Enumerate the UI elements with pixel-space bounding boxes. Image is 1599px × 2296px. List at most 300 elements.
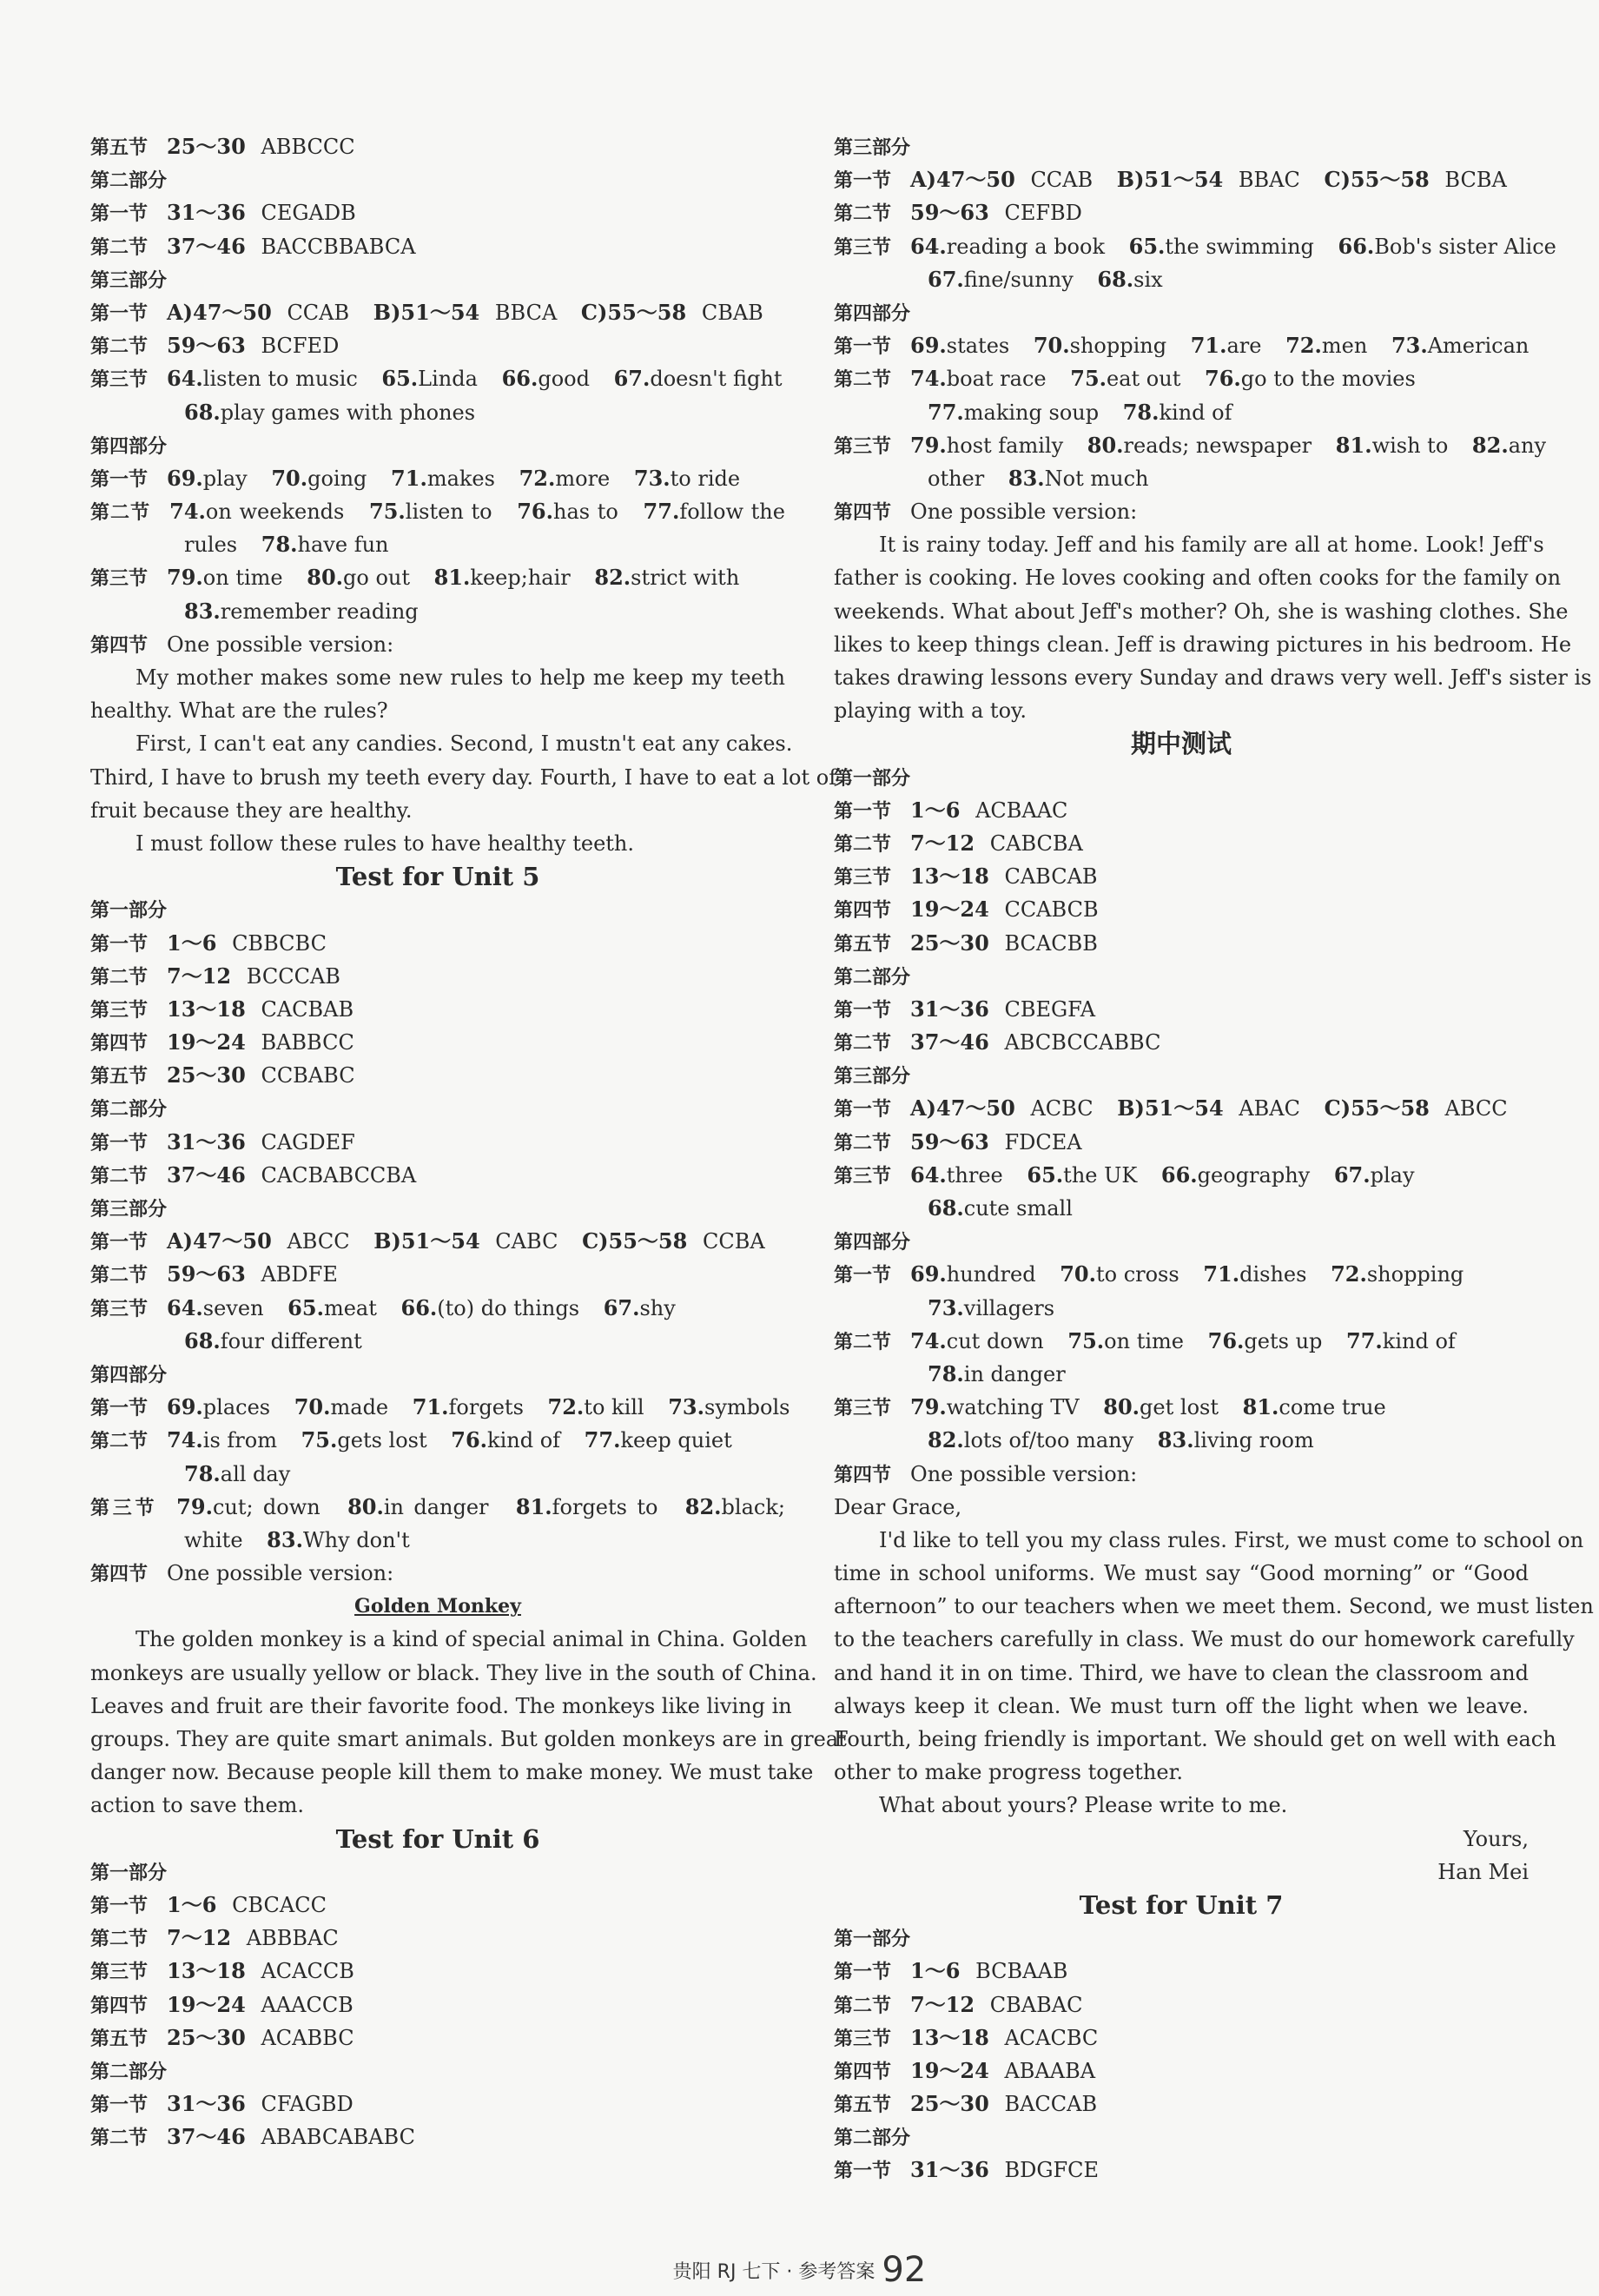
question-number: 13～18 (910, 863, 989, 890)
answer-text: living room (1193, 1428, 1314, 1453)
answer-text: men (1321, 334, 1368, 359)
part-label: 第一部分 (90, 900, 168, 923)
answer-text: to cross (1095, 1262, 1179, 1287)
question-number: 68. (1097, 266, 1134, 292)
answer-row (90, 960, 785, 993)
part-label: 第一部分 (834, 1929, 911, 1951)
part-label: 第二部分 (834, 2127, 911, 2150)
question-number: 73. (928, 1294, 964, 1320)
answer-row (90, 1889, 785, 1922)
question-number: 1～6 (167, 930, 217, 956)
answer-text: rules (184, 533, 238, 558)
answer-text: BACCBBABCA (261, 234, 416, 259)
answer-text: ACACBC (1004, 2025, 1099, 2050)
section-header (90, 1092, 785, 1125)
paragraph-line: What about yours? Please write to me. (879, 1793, 1288, 1818)
answer-row-continuation (90, 528, 785, 561)
part-label: 第四部分 (834, 1232, 911, 1254)
paragraph-line: and hand it in on time. Third, we have to clean the classroom and (834, 1660, 1529, 1685)
answer-text: CBBCBC (232, 930, 327, 956)
question-number: B)51～54 (1117, 1095, 1224, 1122)
section-label: 第三节 (834, 867, 892, 890)
answer-row (90, 1391, 790, 1424)
paragraph-line: danger now. Because people kill them to make money. We must take (90, 1760, 814, 1785)
answer-text: BCACBB (1004, 930, 1098, 956)
question-number: C)55～58 (582, 1228, 688, 1254)
answer-row (90, 1557, 785, 1590)
answer-row (90, 362, 785, 395)
question-number: 79. (910, 432, 947, 458)
answer-row (834, 429, 1547, 462)
answer-row (90, 2021, 785, 2054)
section-label: 第二节 (90, 502, 151, 525)
answer-row (834, 2054, 1529, 2088)
section-label: 第一节 (90, 1895, 149, 1917)
section-label: 第二节 (90, 1265, 149, 1287)
question-number: 72. (519, 465, 556, 491)
question-number: 69. (167, 465, 203, 491)
answer-text: wish to (1371, 433, 1449, 458)
section-label: 第一节 (90, 2094, 149, 2117)
answer-text: American (1427, 334, 1530, 359)
answer-text: going (307, 466, 367, 491)
question-number: 77. (643, 499, 680, 525)
answer-text: the UK (1063, 1162, 1138, 1188)
section-label: 第一节 (90, 468, 149, 491)
paragraph-line: time in school uniforms. We must say “Good morning” or “Good (834, 1561, 1529, 1586)
question-number: 70. (1060, 1261, 1096, 1287)
question-number: 19～24 (167, 1991, 246, 2017)
question-number: 72. (1331, 1261, 1367, 1287)
question-number: 31～36 (910, 996, 989, 1022)
question-number: 79. (167, 565, 203, 591)
paragraph-line: takes drawing lessons every Sunday and draws very well. Jeff's sister is (834, 665, 1592, 690)
section-label: 第一节 (90, 1232, 149, 1254)
section-header (90, 429, 785, 462)
answer-text: ABAABA (1004, 2058, 1096, 2083)
answer-text: One possible version: (167, 632, 394, 657)
answer-text: states (946, 334, 1010, 359)
section-header (834, 296, 1529, 329)
question-number: 65. (1027, 1161, 1064, 1188)
answer-text: geography (1197, 1162, 1311, 1188)
answer-text: on weekends (205, 500, 345, 525)
answer-row (90, 1059, 785, 1092)
answer-text: places (202, 1395, 271, 1420)
paragraph-line: The golden monkey is a kind of special animal in China. Golden (135, 1627, 808, 1652)
answer-row (834, 1325, 1529, 1358)
question-number: 69. (910, 1261, 947, 1287)
answer-text: (to) do things (437, 1295, 580, 1320)
answer-text: remember reading (220, 599, 419, 624)
section-header (834, 130, 1529, 163)
question-number: 77. (928, 399, 964, 425)
answer-text: BCCCAB (246, 963, 340, 989)
answer-text: symbols (704, 1395, 790, 1420)
answer-row (834, 927, 1529, 960)
section-label: 第三节 (834, 1398, 892, 1420)
question-number: 72. (1285, 333, 1322, 359)
answer-text: watching TV (946, 1395, 1080, 1420)
question-number: 76. (517, 499, 553, 525)
question-number: 75. (1070, 366, 1107, 392)
question-number: C)55～58 (1324, 1095, 1430, 1122)
answer-text: shopping (1366, 1262, 1464, 1287)
answer-row (90, 628, 785, 661)
part-label: 第四部分 (90, 1364, 168, 1386)
section-label: 第四节 (90, 1033, 149, 1055)
answer-row (90, 130, 785, 163)
section-label: 第二节 (90, 1431, 149, 1453)
answer-text: black; (721, 1494, 785, 1519)
answer-text: come true (1279, 1395, 1386, 1420)
left-column (90, 130, 847, 2154)
answer-text: to ride (670, 466, 741, 491)
answer-row (834, 1126, 1529, 1159)
answer-row (90, 993, 785, 1026)
answer-text: listen to music (202, 367, 358, 392)
answer-text: strict with (631, 566, 740, 591)
question-number: 66. (501, 366, 539, 392)
answer-text: play (1370, 1162, 1415, 1188)
section-header (834, 2121, 1529, 2154)
question-number: 7～12 (910, 1991, 975, 2017)
essay-title: Golden Monkey (354, 1595, 521, 1618)
section-label: 第四节 (834, 900, 892, 923)
answer-row (834, 329, 1529, 362)
question-number: 64. (167, 366, 203, 392)
answer-text: gets lost (337, 1428, 427, 1453)
section-label: 第一节 (834, 336, 892, 359)
page-number: 92 (882, 2250, 927, 2290)
question-number: 74. (910, 1327, 947, 1353)
answer-text: is from (202, 1428, 277, 1453)
paragraph-line: action to save them. (90, 1793, 305, 1818)
question-number: 59～63 (167, 333, 246, 359)
question-number: 74. (167, 1427, 203, 1453)
answer-text: CABCBA (989, 830, 1083, 856)
section-label: 第一节 (90, 933, 149, 956)
answer-row (90, 927, 785, 960)
section-label: 第四节 (90, 634, 149, 657)
answer-text: ABABCABABC (261, 2125, 415, 2150)
answer-text: good (538, 367, 590, 392)
answer-text: go out (343, 566, 411, 591)
section-label: 第三节 (90, 1497, 158, 1519)
section-label: 第二节 (834, 1033, 892, 1055)
answer-text: more (555, 466, 611, 491)
paragraph-line: healthy. What are the rules? (90, 698, 388, 724)
question-number: 77. (584, 1427, 621, 1453)
part-label: 第四部分 (90, 435, 168, 458)
question-number: 19～24 (910, 897, 989, 923)
section-label: 第三节 (834, 236, 892, 259)
section-label: 第五节 (834, 933, 892, 956)
answer-row-continuation (90, 595, 785, 628)
answer-row (834, 1092, 1529, 1125)
answer-text: kind of (1159, 400, 1232, 425)
question-number: B)51～54 (1116, 167, 1224, 193)
section-label: 第二节 (90, 1929, 149, 1951)
section-label: 第三节 (90, 369, 149, 392)
question-number: 80. (1087, 432, 1124, 458)
question-number: 37～46 (910, 1029, 989, 1055)
answer-row (90, 495, 785, 528)
section-label: 第三节 (90, 1298, 149, 1320)
question-number: 7～12 (167, 963, 232, 989)
question-number: 83. (184, 598, 221, 624)
section-label: 第三节 (90, 568, 149, 591)
answer-row-continuation (834, 462, 1529, 495)
question-number: 75. (301, 1427, 338, 1453)
answer-text: CBEGFA (1004, 996, 1096, 1022)
answer-text: CEGADB (261, 201, 356, 226)
answer-text: white (184, 1527, 243, 1552)
section-label: 第一节 (90, 1132, 149, 1155)
section-header (834, 761, 1529, 794)
question-number: 65. (287, 1294, 324, 1320)
answer-row (834, 163, 1529, 196)
question-number: 25～30 (910, 2091, 989, 2117)
part-label: 第一部分 (90, 1862, 168, 1884)
section-label: 第二节 (90, 1165, 149, 1188)
question-number: 59～63 (910, 200, 989, 226)
answer-text: the swimming (1165, 234, 1314, 259)
answer-text: follow the (679, 500, 785, 525)
part-label: 第二部分 (90, 2061, 168, 2083)
answer-row (834, 230, 1556, 263)
section-label: 第一节 (834, 2160, 892, 2183)
answer-row-continuation (90, 1325, 785, 1358)
answer-text: shopping (1069, 334, 1167, 359)
section-label: 第一节 (90, 203, 149, 226)
paragraph-line: weekends. What about Jeff's mother? Oh, she is washing clothes. She (834, 599, 1569, 624)
question-number: 13～18 (910, 2024, 989, 2050)
question-number: 78. (1122, 399, 1160, 425)
answer-row-continuation (834, 396, 1529, 429)
section-label: 第二节 (834, 1331, 892, 1353)
answer-row (90, 329, 785, 362)
section-label: 第二节 (90, 2127, 149, 2150)
answer-text: BABBCC (261, 1030, 354, 1055)
answer-text: makes (426, 466, 495, 491)
question-number: B)51～54 (373, 299, 480, 325)
answer-text: BCFED (261, 334, 340, 359)
answer-text: shy (639, 1295, 676, 1320)
section-header (90, 263, 785, 296)
section-label: 第一节 (834, 800, 892, 823)
answer-text: One possible version: (167, 1561, 394, 1586)
question-number: 80. (347, 1493, 384, 1519)
answer-text: other (928, 466, 985, 491)
answer-text: BBCA (494, 300, 558, 325)
question-number: A)47～50 (910, 1095, 1015, 1122)
answer-row-continuation (90, 1458, 785, 1491)
question-number: 76. (1205, 366, 1241, 392)
section-label: 第一节 (834, 1265, 892, 1287)
section-label: 第五节 (90, 137, 149, 159)
question-number: 25～30 (910, 930, 989, 956)
answer-text: CCAB (287, 300, 350, 325)
signature-line: Yours, (1463, 1826, 1529, 1851)
question-number: 83. (1157, 1427, 1194, 1453)
part-label: 第三部分 (834, 137, 911, 159)
answer-text: reads; newspaper (1123, 433, 1312, 458)
answer-text: fine/sunny (963, 267, 1074, 292)
paragraph-line: monkeys are usually yellow or black. They live in the south of China. (90, 1660, 817, 1685)
answer-text: boat race (946, 367, 1047, 392)
paragraph-line: I must follow these rules to have healthy teeth. (135, 830, 635, 856)
right-column (834, 130, 1594, 2187)
question-number: 76. (1207, 1327, 1245, 1353)
answer-text: seven (202, 1295, 264, 1320)
section-label: 第一节 (90, 1398, 149, 1420)
question-number: 75. (1067, 1327, 1105, 1353)
answer-text: eat out (1107, 367, 1181, 392)
part-label: 第三部分 (834, 1066, 911, 1088)
answer-text: to kill (584, 1395, 644, 1420)
answer-text: CABCAB (1004, 864, 1098, 890)
answer-text: in danger (383, 1494, 489, 1519)
question-number: 82. (928, 1427, 964, 1453)
part-label: 第三部分 (90, 1199, 168, 1221)
answer-row (834, 1258, 1529, 1291)
answer-row (90, 1491, 785, 1524)
section-label: 第一节 (90, 302, 149, 325)
answer-text: in danger (963, 1361, 1066, 1386)
paragraph-line: fruit because they are healthy. (90, 797, 413, 823)
answer-row (834, 1391, 1529, 1424)
question-number: 81. (433, 565, 471, 591)
answer-row (90, 196, 785, 229)
question-number: C)55～58 (580, 299, 687, 325)
answer-text: Not much (1044, 466, 1149, 491)
answer-text: One possible version: (910, 500, 1138, 525)
answer-row (834, 893, 1529, 926)
answer-text: CBABAC (989, 1992, 1083, 2017)
question-number: 68. (184, 399, 221, 425)
section-header (834, 1225, 1529, 1258)
answer-row-continuation (834, 263, 1529, 296)
answer-text: three (946, 1162, 1003, 1188)
question-number: 37～46 (167, 2124, 246, 2150)
paragraph-line: Third, I have to brush my teeth every day. Fourth, I have to eat a lot of (90, 764, 837, 790)
section-header (834, 960, 1529, 993)
answer-text: ABBCCC (261, 135, 355, 159)
answer-text: ABCBCCABBC (1004, 1030, 1161, 1055)
section-label: 第二节 (90, 336, 149, 359)
section-label: 第二节 (834, 833, 892, 856)
question-number: 66. (1160, 1161, 1198, 1188)
paragraph-line: It is rainy today. Jeff and his family are all at home. Look! Jeff's (879, 533, 1544, 558)
section-label: 第三节 (90, 1962, 149, 1984)
question-number: 69. (910, 333, 947, 359)
answer-row-continuation (90, 396, 785, 429)
part-label: 第二部分 (90, 170, 168, 193)
answer-text: on time (1104, 1328, 1184, 1353)
answer-text: making soup (963, 400, 1100, 425)
section-label: 第一节 (834, 170, 892, 193)
question-number: 70. (294, 1394, 331, 1420)
part-label: 第四部分 (834, 302, 911, 325)
section-label: 第二节 (90, 236, 149, 259)
answer-row (90, 1955, 785, 1988)
question-number: A)47～50 (167, 299, 272, 325)
answer-text: play (202, 466, 248, 491)
question-number: 81. (1335, 432, 1372, 458)
answer-text: ACACCB (261, 1959, 354, 1984)
question-number: 79. (910, 1394, 947, 1420)
answer-text: kind of (1382, 1328, 1456, 1353)
answer-text: forgets to (552, 1494, 658, 1519)
paragraph-line: First, I can't eat any candies. Second, I mustn't eat any cakes. (135, 731, 793, 757)
section-label: 第三节 (834, 2028, 892, 2050)
question-number: 66. (400, 1294, 438, 1320)
question-number: 80. (1103, 1394, 1140, 1420)
answer-text: One possible version: (910, 1461, 1138, 1486)
section-label: 第三节 (834, 435, 892, 458)
answer-row-continuation (834, 1192, 1529, 1225)
answer-text: ACBAAC (975, 797, 1068, 823)
question-number: 13～18 (167, 1958, 246, 1984)
answer-row (90, 1225, 785, 1258)
section-label: 第四节 (90, 1564, 149, 1586)
answer-text: gets up (1244, 1328, 1323, 1353)
question-number: 31～36 (167, 2091, 246, 2117)
question-number: 25～30 (167, 1062, 246, 1088)
question-number: A)47～50 (167, 1228, 272, 1254)
question-number: 59～63 (167, 1261, 246, 1287)
answer-text: lots of/too many (963, 1428, 1134, 1453)
test-title: 期中测试 (1130, 729, 1232, 759)
paragraph-line: likes to keep things clean. Jeff is drawing pictures in his bedroom. He (834, 632, 1572, 657)
section-label: 第一节 (834, 1962, 892, 1984)
paragraph-line: Fourth, being friendly is important. We should get on well with each (834, 1727, 1556, 1751)
section-label: 第二节 (834, 1995, 892, 2017)
answer-text: keep;hair (470, 566, 571, 591)
answer-text: CAGDEF (261, 1129, 355, 1155)
answer-text: cute small (963, 1196, 1073, 1221)
answer-text: hundred (946, 1262, 1036, 1287)
question-number: 59～63 (910, 1128, 989, 1155)
question-number: 78. (261, 532, 298, 558)
answer-text: ABAC (1239, 1096, 1300, 1122)
section-header (90, 163, 785, 196)
paragraph-line: always keep it clean. We must turn off the light when we leave. (834, 1693, 1529, 1718)
answer-row-continuation (834, 1292, 1529, 1325)
answer-text: cut; down (212, 1494, 320, 1519)
answer-text: dishes (1239, 1262, 1307, 1287)
answer-row (834, 993, 1529, 1026)
question-number: 74. (169, 499, 206, 525)
answer-row (90, 462, 785, 495)
answer-row (90, 1292, 785, 1325)
part-label: 第三部分 (90, 269, 168, 292)
paragraph-line: I'd like to tell you my class rules. First, we must come to school on (879, 1527, 1584, 1552)
question-number: 69. (167, 1394, 203, 1420)
answer-text: BCBAAB (975, 1959, 1068, 1984)
question-number: 67. (613, 366, 651, 392)
answer-text: cut down (946, 1328, 1044, 1353)
section-header (90, 1856, 785, 1889)
answer-row (834, 1026, 1529, 1059)
answer-row (90, 1424, 785, 1457)
answer-text: keep quiet (620, 1428, 732, 1453)
part-label: 第二部分 (834, 966, 911, 989)
question-number: 70. (1033, 333, 1070, 359)
answer-text: CEFBD (1004, 201, 1082, 226)
answer-text: CACBAB (261, 996, 354, 1022)
